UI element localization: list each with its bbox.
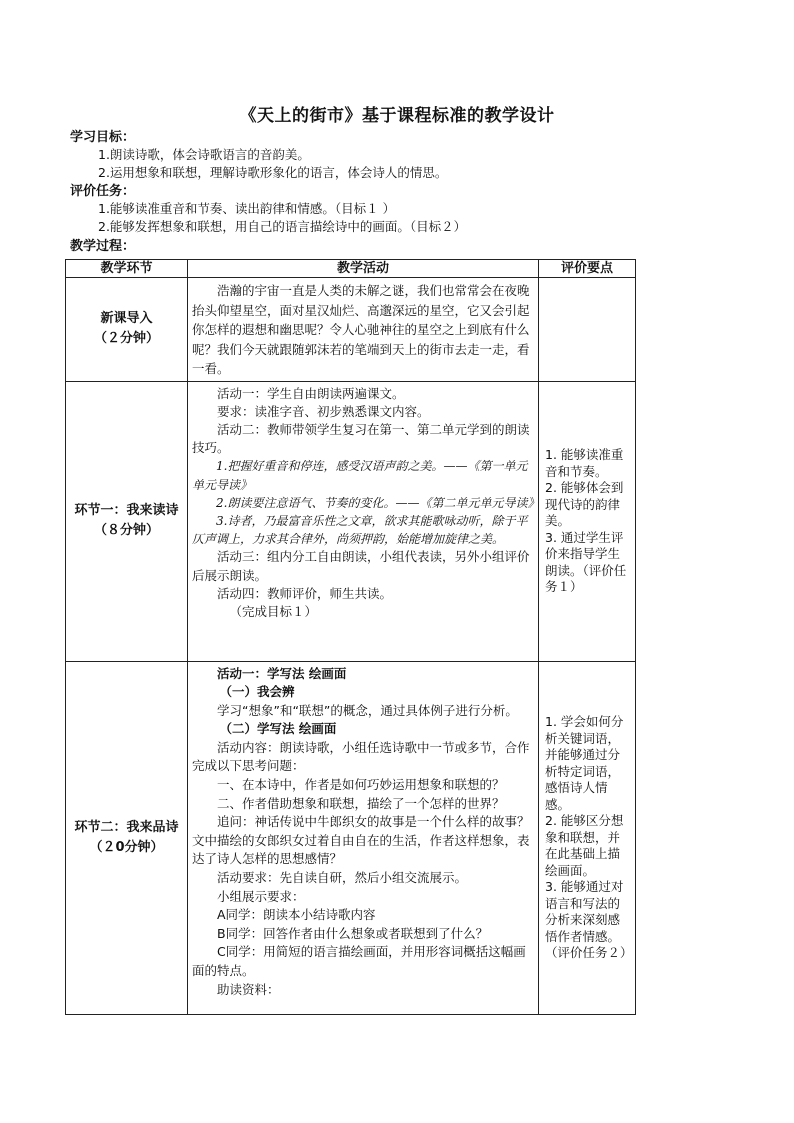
activity-cell	[188, 381, 539, 661]
header-activity: 教学活动	[188, 260, 539, 278]
activity-line: 活动二：教师带领学生复习在第一、第二单元学到的朗读技巧。	[192, 421, 530, 456]
assessment-item-1: 1.能够读准重音和节奏、读出韵律和情感。（目标１ ）	[98, 201, 396, 216]
eval-point: 2. 能够区分想象和联想，并在此基础上描绘画面。	[545, 813, 624, 878]
stage-cell	[66, 278, 188, 382]
activity-line: 小组展示要求：	[217, 888, 305, 904]
eval-cell	[539, 278, 636, 382]
eval-point: 1. 能够读准重音和节奏。	[545, 447, 624, 479]
stage-name: 新课导入	[100, 311, 153, 327]
table-header-row	[66, 260, 636, 278]
table-row	[66, 661, 636, 1014]
assessment-item-2: 2.能够发挥想象和联想，用自己的语言描绘诗中的画面。（目标２）	[98, 219, 467, 234]
activity-line: 二、作者借助想象和联想，描绘了一个怎样的世界？	[217, 795, 505, 811]
activity-line: 追问：神话传说中牛郎织女的故事是一个什么样的故事？文中描绘的女郎织女过着自由自在的生活，作者这样想象，表达了诗人怎样的思想感情？	[192, 814, 530, 867]
activity-line: 活动四：教师评价，师生共读。	[217, 585, 393, 601]
stage-cell	[66, 661, 188, 1014]
activity-line: 活动一：学写法 绘画面	[217, 665, 347, 681]
activity-line: C同学：用简短的语言描绘画面，并用形容词概括这幅画面的特点。	[192, 944, 526, 978]
eval-point: 1. 学会如何分析关键词语，并能够通过分析特定词语，感悟诗人情感。	[545, 714, 624, 812]
stage-name: 环节二：我来品诗	[74, 819, 179, 835]
stage-time: （２分钟）	[93, 331, 159, 347]
document-title: 《天上的街市》基于课程标准的教学设计	[239, 106, 555, 126]
activity-line: 助读资料：	[217, 981, 280, 997]
activity-line: （一）我会辨	[219, 684, 295, 700]
stage-cell	[66, 381, 188, 661]
activity-line: 1.把握好重音和停连，感受汉语声韵之美。——《第一单元单元导读》	[192, 459, 528, 492]
header-eval: 评价要点	[539, 260, 636, 278]
activity-line: 要求：读准字音、初步熟悉课文内容。	[217, 403, 430, 419]
header-stage: 教学环节	[66, 260, 188, 278]
objective-item-2: 2.运用想象和联想，理解诗歌形象化的语言，体会诗人的情思。	[98, 165, 448, 180]
activity-line: A同学：朗读本小结诗歌内容	[217, 907, 376, 923]
eval-cell	[539, 661, 636, 1014]
activity-line: （完成目标１）	[229, 603, 318, 619]
activity-cell	[188, 278, 539, 382]
activity-cell	[188, 661, 539, 1014]
assessment-heading: 评价任务：	[70, 184, 136, 199]
objective-item-1: 1.朗读诗歌，体会诗歌语言的音韵美。	[98, 147, 310, 162]
activity-line: 一、在本诗中，作者是如何巧妙运用想象和联想的？	[217, 777, 505, 793]
stage-name: 环节一：我来读诗	[74, 503, 179, 518]
activity-line: 3.诗者，乃最富音乐性之文章，欲求其能歌咏动听，除于平仄声调上，力求其合律外，尚须押韵，始能增加旋律之美。	[192, 513, 528, 547]
activity-text: 浩瀚的宇宙一直是人类的未解之谜，我们也常常会在夜晚抬头仰望星空，面对星汉灿烂、高邈深远的星空，它又会引起你怎样的遐想和幽思呢？令人心驰神往的星空之上到底有什么呢？我们今天就跟随郭沫若的笔端到天上的街市去走一走，看一看。	[192, 283, 530, 376]
activity-line: 活动三：组内分工自由朗读，小组代表读，另外小组评价后展示朗读。	[192, 549, 530, 583]
stage-time: （２0分钟）	[89, 839, 164, 855]
activity-line: 活动一：学生自由朗读两遍课文。	[217, 385, 405, 401]
stage-time: （８分钟）	[93, 523, 159, 538]
eval-cell	[539, 381, 636, 661]
eval-point: 3. 能够通过对语言和写法的分析来深刻感悟作者情感。（评价任务２）	[545, 879, 633, 961]
table-row	[66, 278, 636, 382]
eval-point: 3. 通过学生评价来指导学生朗读。（评价任务１）	[545, 529, 627, 595]
activity-line: 学习“想象”和“联想”的概念，通过具体例子进行分析。	[217, 702, 518, 718]
process-heading: 教学过程：	[70, 239, 136, 254]
activity-line: 活动要求：先自读自研，然后小组交流展示。	[217, 870, 468, 886]
activity-line: （二）学写法 绘画面	[219, 721, 337, 737]
activity-line: 活动内容：朗读诗歌，小组任选诗歌中一节或多节，合作完成以下思考问题：	[192, 739, 530, 774]
activity-line: 2.朗读要注意语气、节奏的变化。——《第二单元单元导读》	[216, 495, 540, 510]
teaching-process-table	[65, 259, 636, 1015]
activity-line: B同学：回答作者由什么想象或者联想到了什么？	[217, 925, 489, 941]
table-row	[66, 381, 636, 661]
objectives-heading: 学习目标：	[70, 130, 136, 145]
eval-point: 2. 能够体会到现代诗的韵律美。	[545, 480, 624, 529]
